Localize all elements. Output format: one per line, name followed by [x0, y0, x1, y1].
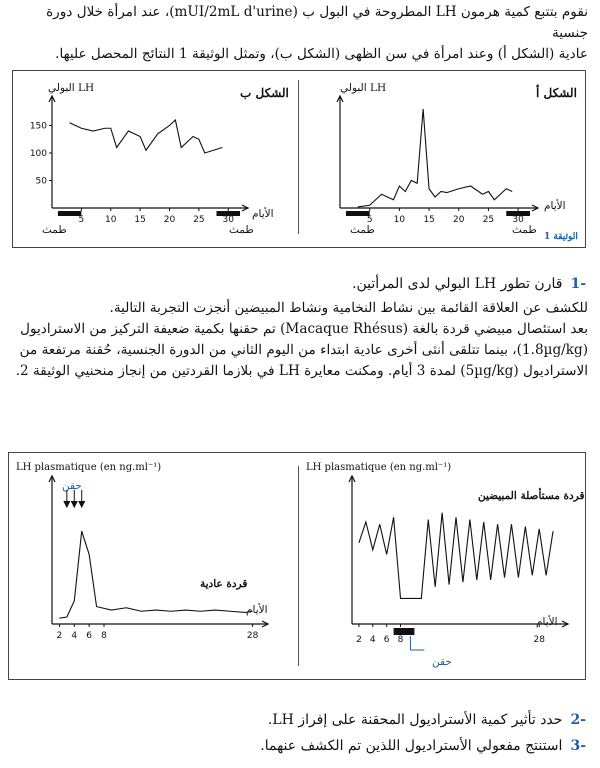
ovariectomized-monkey-injection-bar [394, 628, 415, 635]
ovx-ylabel: LH plasmatique (en ng.ml⁻¹) [306, 462, 452, 473]
normal-monkey-x-tick-label: 6 [86, 631, 93, 641]
normal-inject-label: حقن [62, 480, 82, 492]
fig-a-period-right: طمث [512, 224, 537, 236]
question-2-text: حدد تأثير كمية الأستراديول المحقنة على إفراز LH. [267, 712, 563, 728]
fig-a-x-tick-label: 15 [423, 215, 435, 225]
fig-b-title: الشكل ب [240, 86, 289, 100]
experiment-line-2: بعد استئصال مبيضي قردة بالغة (Macaque Rhésus) تم حقنها بكمية ضعيفة التركيز من الاستراديول [20, 321, 588, 338]
fig-b-y-tick-label: 150 [29, 121, 47, 132]
normal-monkey-injection-arrowhead [79, 501, 85, 507]
document-1-caption: الوثيقة 1 [544, 232, 578, 242]
fig-a-ylabel: LH البولي [340, 82, 387, 94]
ovx-inject-label: حقن [432, 656, 452, 668]
normal-ylabel: LH plasmatique (en ng.ml⁻¹) [16, 462, 162, 473]
question-3-text: استنتج مفعولي الأستراديول اللذين تم الكشف عنهما. [260, 738, 563, 754]
fig-b-x-tick-label: 15 [134, 215, 146, 225]
fig-a-xlabel: الأيام [544, 200, 566, 212]
fig-a-x-tick-label: 30 [512, 215, 524, 225]
normal-monkey-x-tick-label: 4 [71, 631, 78, 641]
experiment-line-1: للكشف عن العلاقة القائمة بين نشاط النخامية ونشاط المبيضين أنجزت التجربة التالية. [109, 300, 588, 316]
fig-b-ylabel: LH البولي [48, 82, 95, 94]
question-3-number: -3 [570, 738, 586, 754]
fig-a-x-tick-label: 10 [393, 215, 406, 225]
fig-a-x-tick-label: 25 [482, 215, 495, 225]
ovx-group-label: قردة مستأصلة المبيضين [478, 490, 585, 502]
fig-b-x-tick-label: 10 [105, 215, 117, 225]
ovariectomized-monkey-x-tick-label: 28 [533, 635, 545, 645]
ovariectomized-monkey-x-tick-label: 2 [356, 635, 362, 645]
fig-b-x-tick-label: 20 [163, 215, 176, 225]
fig-b-period-right: طمث [229, 224, 254, 236]
ovariectomized-monkey-x-tick-label: 6 [383, 635, 390, 645]
normal-group-label: قردة عادية [200, 578, 248, 590]
ovx-xlabel: الأيام [536, 616, 558, 628]
ovariectomized-monkey-x-tick-label: 4 [369, 635, 376, 645]
fig-b-xlabel: الأيام [252, 208, 274, 220]
experiment-line-3: (1.8µg/kg)، بينما تتلقى أنثى أخرى عادية ابتداء من اليوم الثاني من الدورة الجنسية، حُقنة مرتفعة من [19, 342, 588, 359]
intro-line-2: عادية (الشكل أ) وعند امرأة في سن الظهى (الشكل ب)، وتمثل الوثيقة 1 النتائج المحصل عليها. [55, 46, 588, 63]
fig-a-x-tick-label: 20 [453, 215, 465, 225]
fig-b-period-left: طمث [42, 224, 67, 236]
normal-monkey-x-tick-label: 2 [56, 631, 63, 641]
fig-b-x-tick-label: 25 [193, 215, 205, 225]
fig-b-y-tick-label: 50 [35, 176, 47, 187]
fig-b-series-line [70, 120, 223, 153]
normal-monkey-injection-arrowhead [64, 501, 70, 507]
fig-b-x-tick-label: 5 [78, 215, 85, 225]
fig-a-x-tick-label: 5 [366, 215, 373, 225]
experiment-line-4: الاستراديول (5µg/kg) لمدة 3 أيام. ومكنت معايرة LH في بلازما القردتين من إنجاز منحنيي الوثيقة 2. [15, 363, 588, 380]
normal-monkey-injection-arrowhead [71, 501, 77, 507]
question-1-number: -1 [570, 276, 586, 292]
intro-line-1: نقوم بتتبع كمية هرمون LH المطروحة في البول ب (mUI/2mL d'urine)، عند امرأة خلال دورة جنسية [46, 4, 588, 42]
fig-b-y-tick-label: 100 [29, 149, 47, 159]
fig-a-period-left: طمث [350, 224, 375, 236]
question-2-number: -2 [570, 712, 586, 728]
normal-monkey-x-tick-label: 28 [246, 631, 259, 641]
fig-b-x-tick-label: 30 [222, 215, 234, 225]
question-1-text: قارن تطور LH البولي لدى المرأتين. [352, 276, 563, 292]
normal-xlabel: الأيام [246, 604, 268, 616]
fig-a-title: الشكل أ [536, 86, 577, 100]
ovariectomized-monkey-series-line [359, 513, 553, 599]
fig-a-series-line [358, 109, 512, 207]
normal-monkey-x-tick-label: 8 [101, 631, 107, 641]
normal-monkey-series-line [59, 531, 252, 618]
ovariectomized-monkey-x-tick-label: 8 [397, 635, 404, 645]
